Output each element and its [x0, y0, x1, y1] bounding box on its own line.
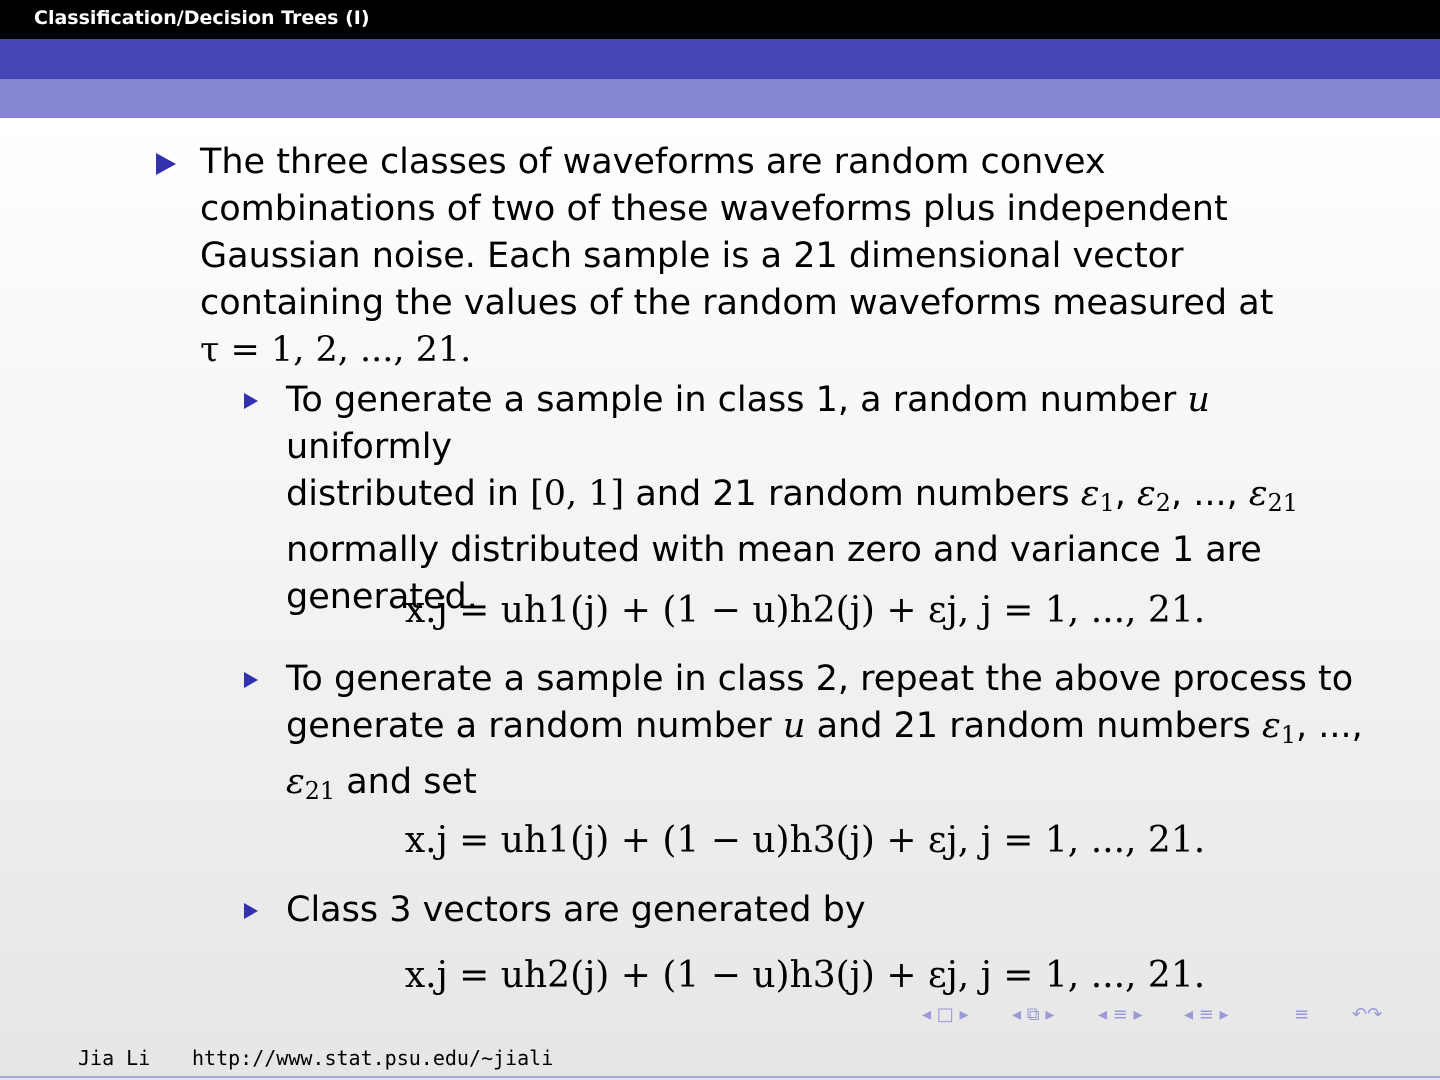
- class1-line-4: generated.: [286, 576, 478, 617]
- eps1: [1080, 474, 1115, 517]
- class1-line1a: To generate a sample in class 1, a random number: [286, 380, 1177, 420]
- eps21-symbol: ε: [1248, 474, 1268, 514]
- class3-text: [286, 887, 1386, 934]
- nav-appendix-icon[interactable]: ≡: [1294, 1004, 1310, 1025]
- class2-line-2: [286, 703, 1386, 759]
- class3-equation: [0, 955, 1440, 996]
- main-bullet-text: [200, 139, 1400, 374]
- bullet-class2-icon: [244, 672, 258, 688]
- bullet-class3-icon: [244, 903, 258, 919]
- class2-line2b: and 21 random numbers: [816, 706, 1251, 746]
- class2-equation-text: x.j = uh1(j) + (1 − u)h3(j) + εj, j = 1, ..., 21.: [404, 820, 1206, 861]
- slide-header-bar: [0, 0, 1440, 39]
- header-band-light: [0, 79, 1440, 118]
- class1-equation-text: x.j = uh1(j) + (1 − u)h2(j) + εj, j = 1, ..., 21.: [404, 590, 1206, 631]
- slide-title: Classification/Decision Trees (I): [34, 7, 370, 29]
- header-band-dark: [0, 39, 1440, 79]
- interval: [0, 1]: [530, 474, 625, 514]
- class2-line2a: generate a random number: [286, 706, 772, 746]
- class2-line3b: and set: [346, 761, 477, 802]
- class1-line-3: normally distributed with mean zero and variance 1 are: [286, 529, 1262, 570]
- class1-line1b: uniformly: [286, 427, 453, 467]
- class2-text: [286, 656, 1386, 815]
- footer-rule: [0, 1076, 1440, 1078]
- eps21-c2-sub: 21: [304, 776, 336, 805]
- main-line-2: combinations of two of these waveforms plus independent: [200, 189, 1228, 229]
- eps21-c2-symbol: ε: [286, 761, 305, 802]
- eps1-c2-symbol: ε: [1262, 706, 1281, 746]
- nav-document-icon[interactable]: ◂ ≡ ▸: [1184, 1004, 1229, 1025]
- footer-url[interactable]: http://www.stat.psu.edu/∼jiali: [192, 1046, 554, 1070]
- class3-line-1: Class 3 vectors are generated by: [286, 890, 866, 930]
- nav-frame-icon[interactable]: ◂ □ ▸: [922, 1004, 969, 1025]
- bullet-main-icon: [156, 153, 176, 175]
- var-u-2: u: [782, 706, 806, 746]
- main-line-3: Gaussian noise. Each sample is a 21 dimensional vector: [200, 236, 1184, 276]
- eps2-sub: 2: [1155, 488, 1171, 517]
- eps21-c2: [286, 761, 336, 805]
- nav-section-icon[interactable]: ◂ ≡ ▸: [1098, 1004, 1143, 1025]
- bullet-class1-icon: [244, 393, 258, 409]
- class1-line-2: distributed in [0, 1] and 21 random numbers $\varepsilon_1$, $\varepsilon_2$, ..., $\varepsilon_{21}$: [286, 474, 1298, 517]
- class1-line2b: and 21 random numbers: [635, 474, 1070, 514]
- main-line-1: The three classes of waveforms are random convex: [200, 142, 1106, 182]
- class2-dots: , ...,: [1295, 706, 1363, 746]
- class1-text: [286, 377, 1386, 621]
- eps2-symbol: ε: [1137, 474, 1156, 514]
- eps21: [1248, 474, 1298, 517]
- var-u: u: [1187, 380, 1210, 420]
- nav-search-back-forward-icon[interactable]: ↶↷: [1352, 1004, 1383, 1025]
- class1-dots: ...: [1193, 474, 1227, 514]
- eps1-symbol: ε: [1080, 474, 1100, 514]
- class2-line-1: To generate a sample in class 2, repeat the above process to: [286, 659, 1354, 699]
- eps1-sub: 1: [1099, 488, 1115, 517]
- footer-author: Jia Li: [78, 1046, 151, 1070]
- eps2: [1137, 474, 1171, 517]
- eps1-c2-sub: 1: [1280, 720, 1296, 749]
- class2-line-3: [286, 759, 1386, 815]
- class3-equation-text: x.j = uh2(j) + (1 − u)h3(j) + εj, j = 1, ..., 21.: [404, 955, 1206, 996]
- class2-equation: [0, 820, 1440, 861]
- class1-line2a: distributed in: [286, 474, 519, 514]
- eps21-sub: 21: [1267, 488, 1298, 517]
- main-line-4: containing the values of the random waveforms measured at: [200, 283, 1274, 323]
- class1-equation: [0, 590, 1440, 631]
- nav-subsection-icon[interactable]: ◂ ⧉ ▸: [1012, 1004, 1055, 1025]
- eps1-c2: [1262, 706, 1296, 749]
- class1-line-1: [286, 377, 1386, 471]
- tau-expression: [200, 327, 1400, 374]
- tau-expr-text: τ = 1, 2, ..., 21.: [200, 330, 472, 370]
